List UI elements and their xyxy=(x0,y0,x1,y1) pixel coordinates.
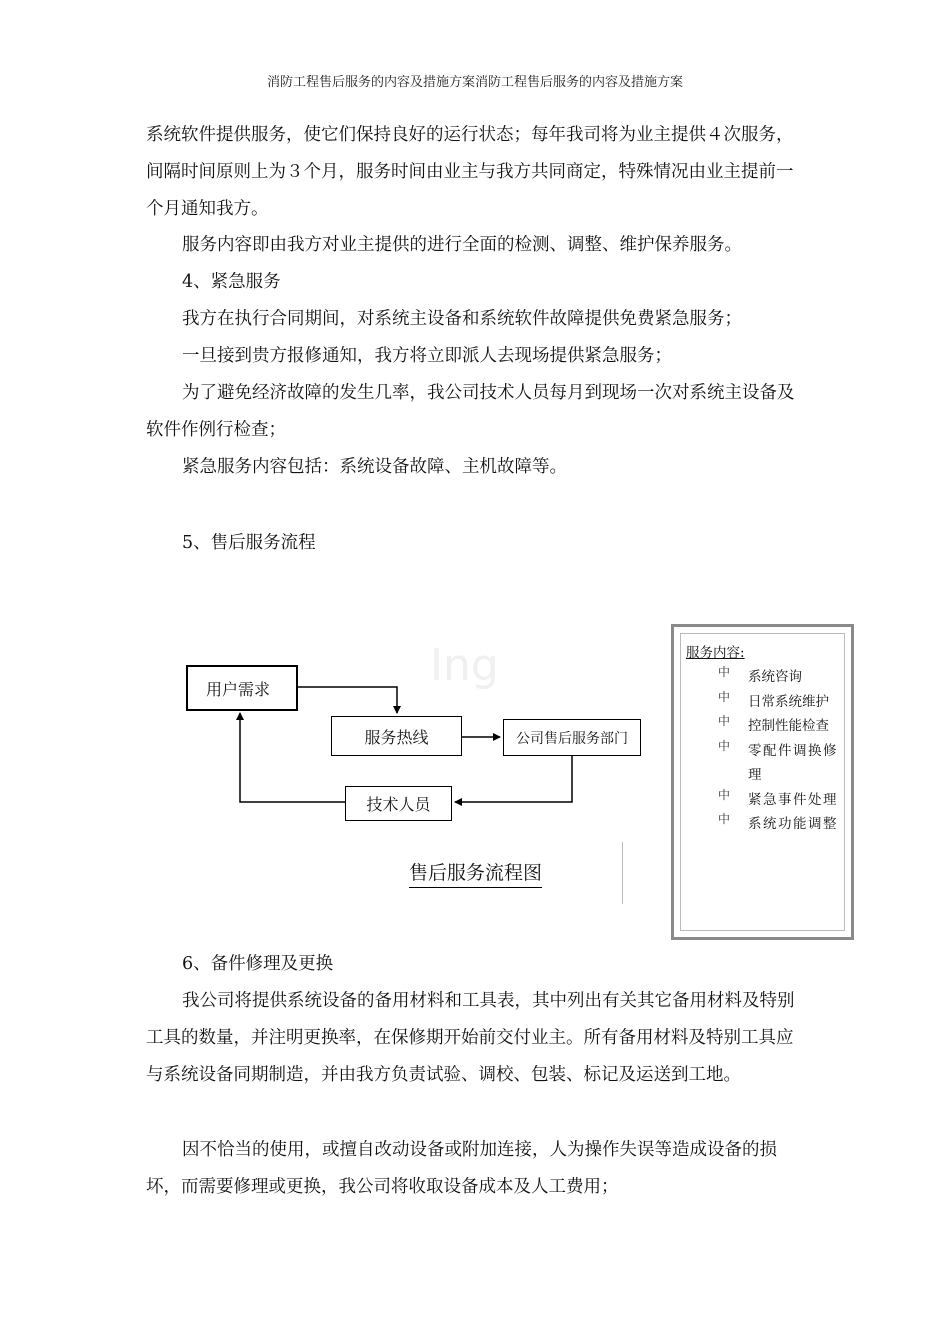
bullet-mark: 中 xyxy=(718,738,732,753)
paragraph-emergency-content: 紧急服务内容包括：系统设备故障、主机故障等。 xyxy=(182,457,567,477)
paragraph-emergency-dispatch: 一旦接到贵方报修通知，我方将立即派人去现场提供紧急服务； xyxy=(182,346,672,366)
bullet-mark: 中 xyxy=(718,714,731,728)
list-item xyxy=(718,739,848,788)
arrow-technician-to-need xyxy=(240,713,345,802)
paragraph-improper-use: 因不恰当的使用，或擅自改动设备或附加连接，人为操作失误等造成设备的损坏，而需要修理或更换，我公司将收取设备成本及人工费用； xyxy=(146,1140,777,1197)
flow-box-user-need: 用户需求 xyxy=(186,665,298,711)
flow-box-technician: 技术人员 xyxy=(345,786,452,821)
list-item-label: 紧急事件处理 xyxy=(748,791,838,808)
paragraph-spare-parts-list: 我公司将提供系统设备的备用材料和工具表，其中列出有关其它备用材料及特别工具的数量，并注明更换率，在保修期开始前交付业主。所有备用材料及特别工具应与系统设备同期制造，并由我方负责试验、调校、包装、标记及运送到工地。 xyxy=(146,991,795,1085)
paragraph-maintenance-schedule: 系统软件提供服务，使它们保持良好的运行状态；每年我司将为业主提供４次服务，间隔时间原则上为３个月，服务时间由业主与我方共同商定，特殊情况由业主提前一个月通知我方。 xyxy=(146,125,794,219)
list-item xyxy=(718,812,848,837)
list-item xyxy=(718,665,848,690)
divider-line xyxy=(622,842,623,904)
flow-box-department: 公司售后服务部门 xyxy=(503,719,641,756)
service-content-list xyxy=(718,665,848,837)
arrow-department-to-technician xyxy=(455,756,572,802)
heading-spare-parts: 6、备件修理及更换 xyxy=(182,954,334,974)
paragraph-service-content: 服务内容即由我方对业主提供的进行全面的检测、调整、维护保养服务。 xyxy=(182,235,742,255)
list-item xyxy=(718,714,848,739)
list-item-label: 零配件调换修理 xyxy=(748,742,838,783)
list-item-label: 系统功能调整 xyxy=(748,816,838,832)
paragraph-routine-inspection: 为了避免经济故障的发生几率，我公司技术人员每月到现场一次对系统主设备及软件作例行检查； xyxy=(146,383,795,440)
flow-box-hotline: 服务热线 xyxy=(331,716,462,756)
service-content-title: 服务内容: xyxy=(686,645,745,661)
list-item-label: 控制性能检查 xyxy=(748,718,829,734)
watermark: Ing xyxy=(430,640,499,691)
heading-emergency-service: 4、紧急服务 xyxy=(182,272,281,292)
heading-aftersales-process: 5、售后服务流程 xyxy=(182,533,316,553)
bullet-mark: 中 xyxy=(718,812,732,826)
list-item xyxy=(718,788,848,813)
bullet-mark: 中 xyxy=(718,689,731,704)
bullet-mark: 中 xyxy=(718,787,732,802)
list-item xyxy=(718,690,848,715)
page-header: 消防工程售后服务的内容及措施方案消防工程售后服务的内容及措施方案 xyxy=(266,75,683,90)
paragraph-emergency-free: 我方在执行合同期间，对系统主设备和系统软件故障提供免费紧急服务； xyxy=(182,309,742,329)
flowchart-caption: 售后服务流程图 xyxy=(409,858,542,888)
service-content-box xyxy=(671,624,854,940)
bullet-mark: 中 xyxy=(718,665,731,679)
list-item-label: 日常系统维护 xyxy=(748,693,829,710)
list-item-label: 系统咨询 xyxy=(748,669,802,685)
arrow-need-to-hotline xyxy=(298,687,397,713)
